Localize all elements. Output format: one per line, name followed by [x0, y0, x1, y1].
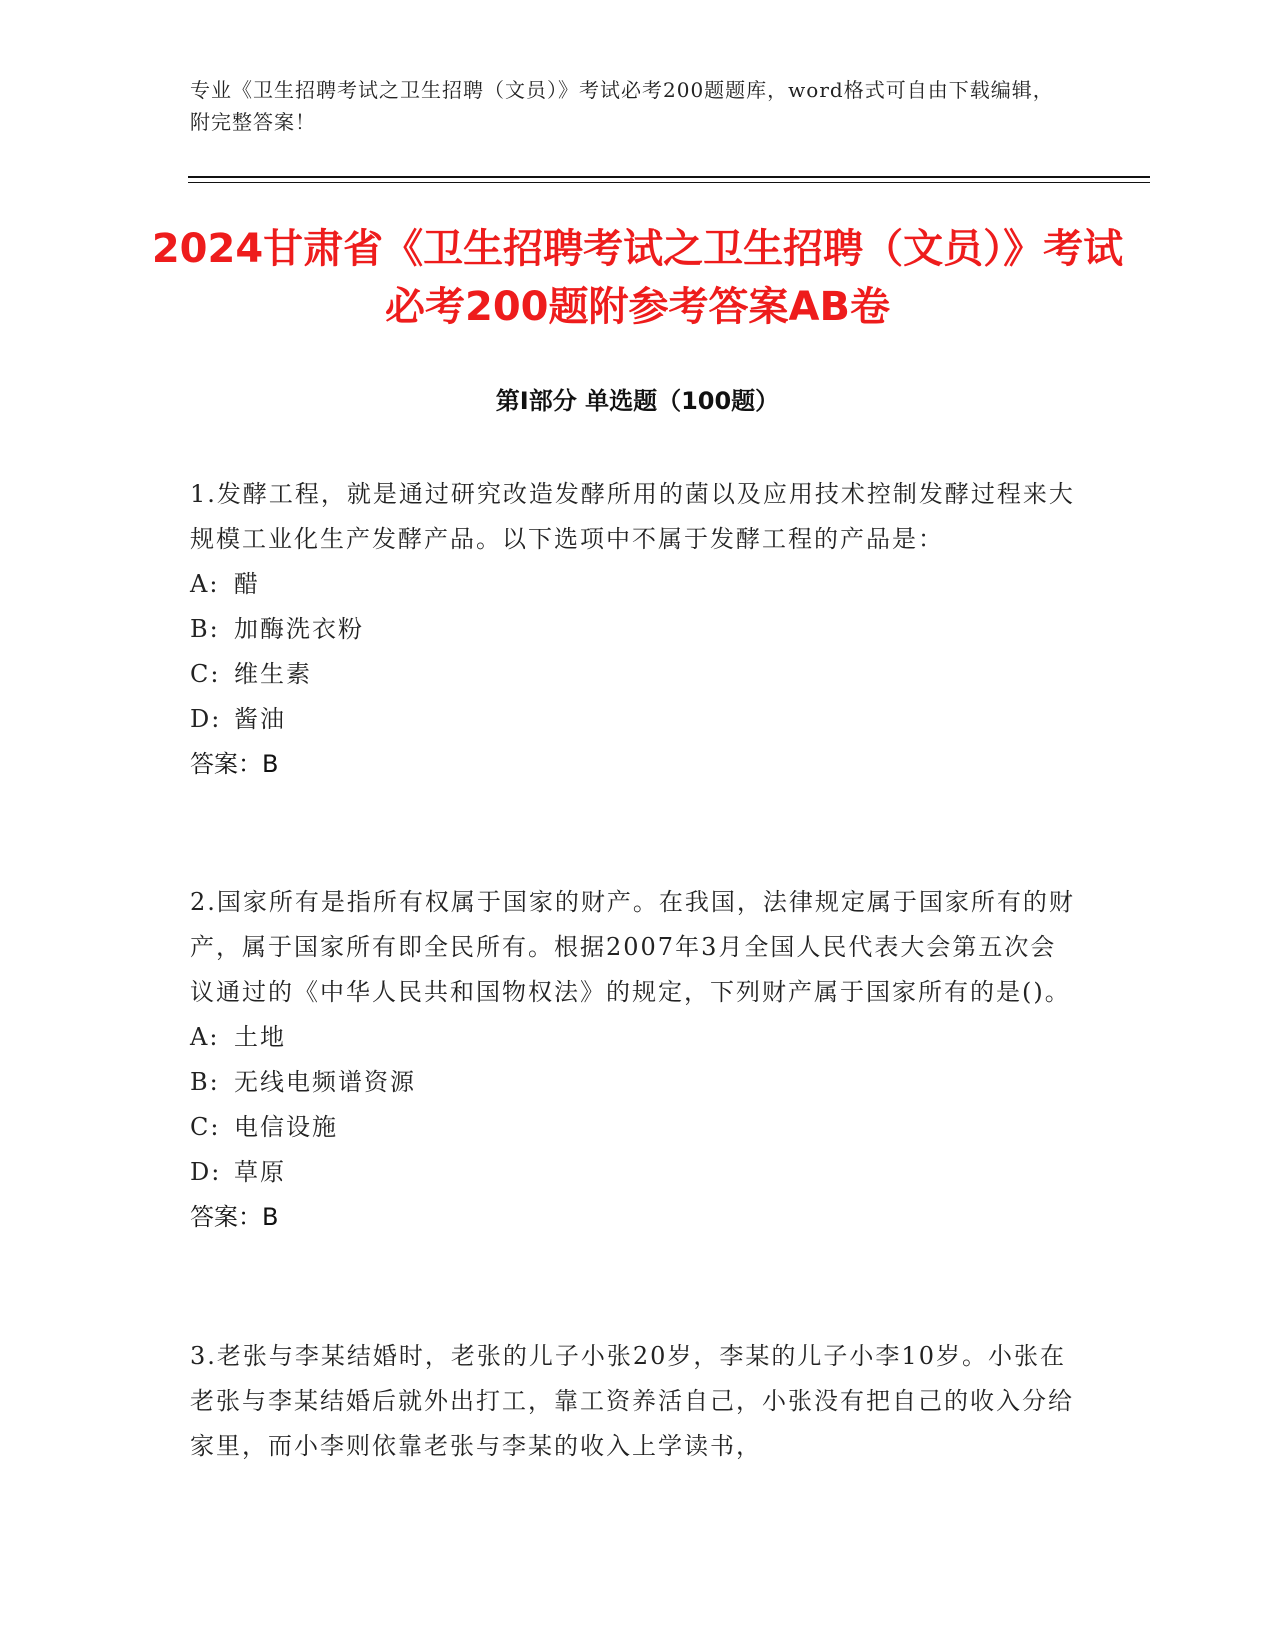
section-heading: 第I部分 单选题（100题） — [495, 387, 780, 415]
question-1 — [190, 472, 1080, 787]
option-text: 维生素 — [234, 660, 312, 688]
option-b — [190, 1060, 1080, 1105]
document-title: 2024甘肃省《卫生招聘考试之卫生招聘（文员）》考试必考200题附参考答案AB卷 — [151, 226, 1124, 330]
option-text: 草原 — [234, 1158, 286, 1186]
header-note: 专业《卫生招聘考试之卫生招聘（文员）》考试必考200题题库，word格式可自由下载编辑，附完整答案！ — [190, 78, 1054, 134]
option-letter: A: — [190, 1023, 220, 1051]
option-b — [190, 607, 1080, 652]
option-letter: D: — [190, 705, 222, 733]
option-a — [190, 1015, 1080, 1060]
option-text: 无线电频谱资源 — [234, 1068, 416, 1096]
option-text: 酱油 — [234, 705, 286, 733]
question-2 — [190, 880, 1080, 1240]
option-c — [190, 652, 1080, 697]
option-letter: C: — [190, 1113, 221, 1141]
header-divider-thin — [188, 182, 1150, 183]
question-text: 2.国家所有是指所有权属于国家的财产。在我国，法律规定属于国家所有的财产，属于国家所有即全民所有。根据2007年3月全国人民代表大会第五次会议通过的《中华人民共和国物权法》的规定，下列财产属于国家所有的是()。 — [190, 888, 1075, 1006]
option-d — [190, 697, 1080, 742]
option-letter: A: — [190, 570, 220, 598]
option-text: 加酶洗衣粉 — [234, 615, 364, 643]
option-text: 土地 — [234, 1023, 286, 1051]
option-c — [190, 1105, 1080, 1150]
option-a — [190, 562, 1080, 607]
question-text: 3.老张与李某结婚时，老张的儿子小张20岁，李某的儿子小李10岁。小张在老张与李某结婚后就外出打工，靠工资养活自己，小张没有把自己的收入分给家里，而小李则依靠老张与李某的收入上学读书， — [190, 1342, 1074, 1460]
answer: 答案：B — [190, 750, 279, 778]
option-letter: D: — [190, 1158, 222, 1186]
header-divider — [188, 176, 1150, 178]
option-text: 电信设施 — [234, 1113, 338, 1141]
option-letter: C: — [190, 660, 221, 688]
option-text: 醋 — [234, 570, 260, 598]
answer: 答案：B — [190, 1203, 279, 1231]
question-text: 1.发酵工程，就是通过研究改造发酵所用的菌以及应用技术控制发酵过程来大规模工业化生产发酵产品。以下选项中不属于发酵工程的产品是： — [190, 480, 1075, 553]
question-3 — [190, 1334, 1080, 1469]
option-letter: B: — [190, 615, 220, 643]
option-d — [190, 1150, 1080, 1195]
option-letter: B: — [190, 1068, 220, 1096]
